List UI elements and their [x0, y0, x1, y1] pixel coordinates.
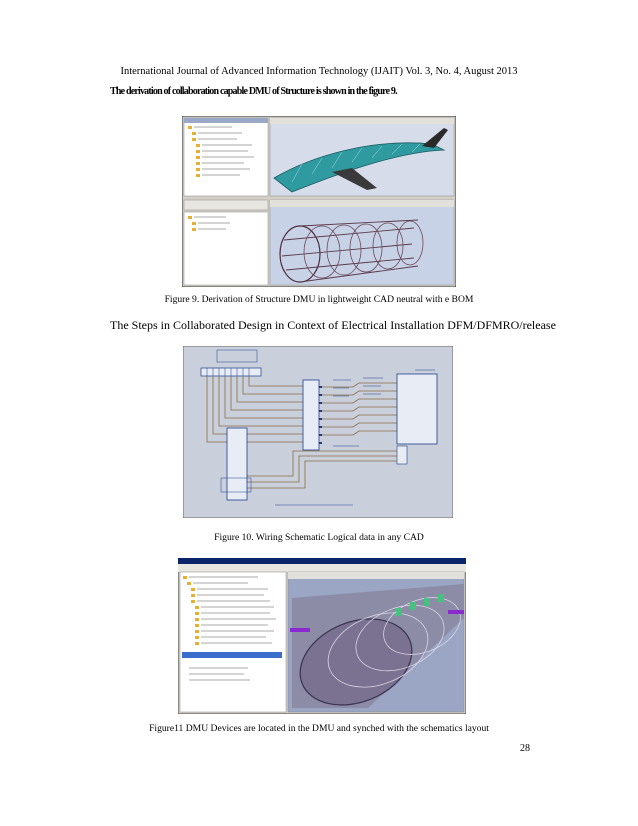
- figure-9-image: [182, 116, 456, 287]
- page-number: 28: [520, 743, 530, 754]
- figure-11-caption: Figure11 DMU Devices are located in the DMU and synched with the schematics layout: [149, 723, 489, 734]
- section-heading: The Steps in Collaborated Design in Context of Electrical Installation DFM/DFMRO/release: [110, 318, 556, 332]
- figure-11-image: [178, 558, 466, 714]
- figure-9-caption: Figure 9. Derivation of Structure DMU in lightweight CAD neutral with e BOM: [164, 294, 474, 305]
- figure-10-caption: Figure 10. Wiring Schematic Logical data in any CAD: [214, 532, 424, 543]
- intro-paragraph: The derivation of collaboration capable DMU of Structure is shown in the figure 9.: [110, 86, 397, 97]
- figure-10-image: [183, 346, 453, 518]
- journal-header: International Journal of Advanced Information Technology (IJAIT) Vol. 3, No. 4, August 2013: [120, 66, 518, 77]
